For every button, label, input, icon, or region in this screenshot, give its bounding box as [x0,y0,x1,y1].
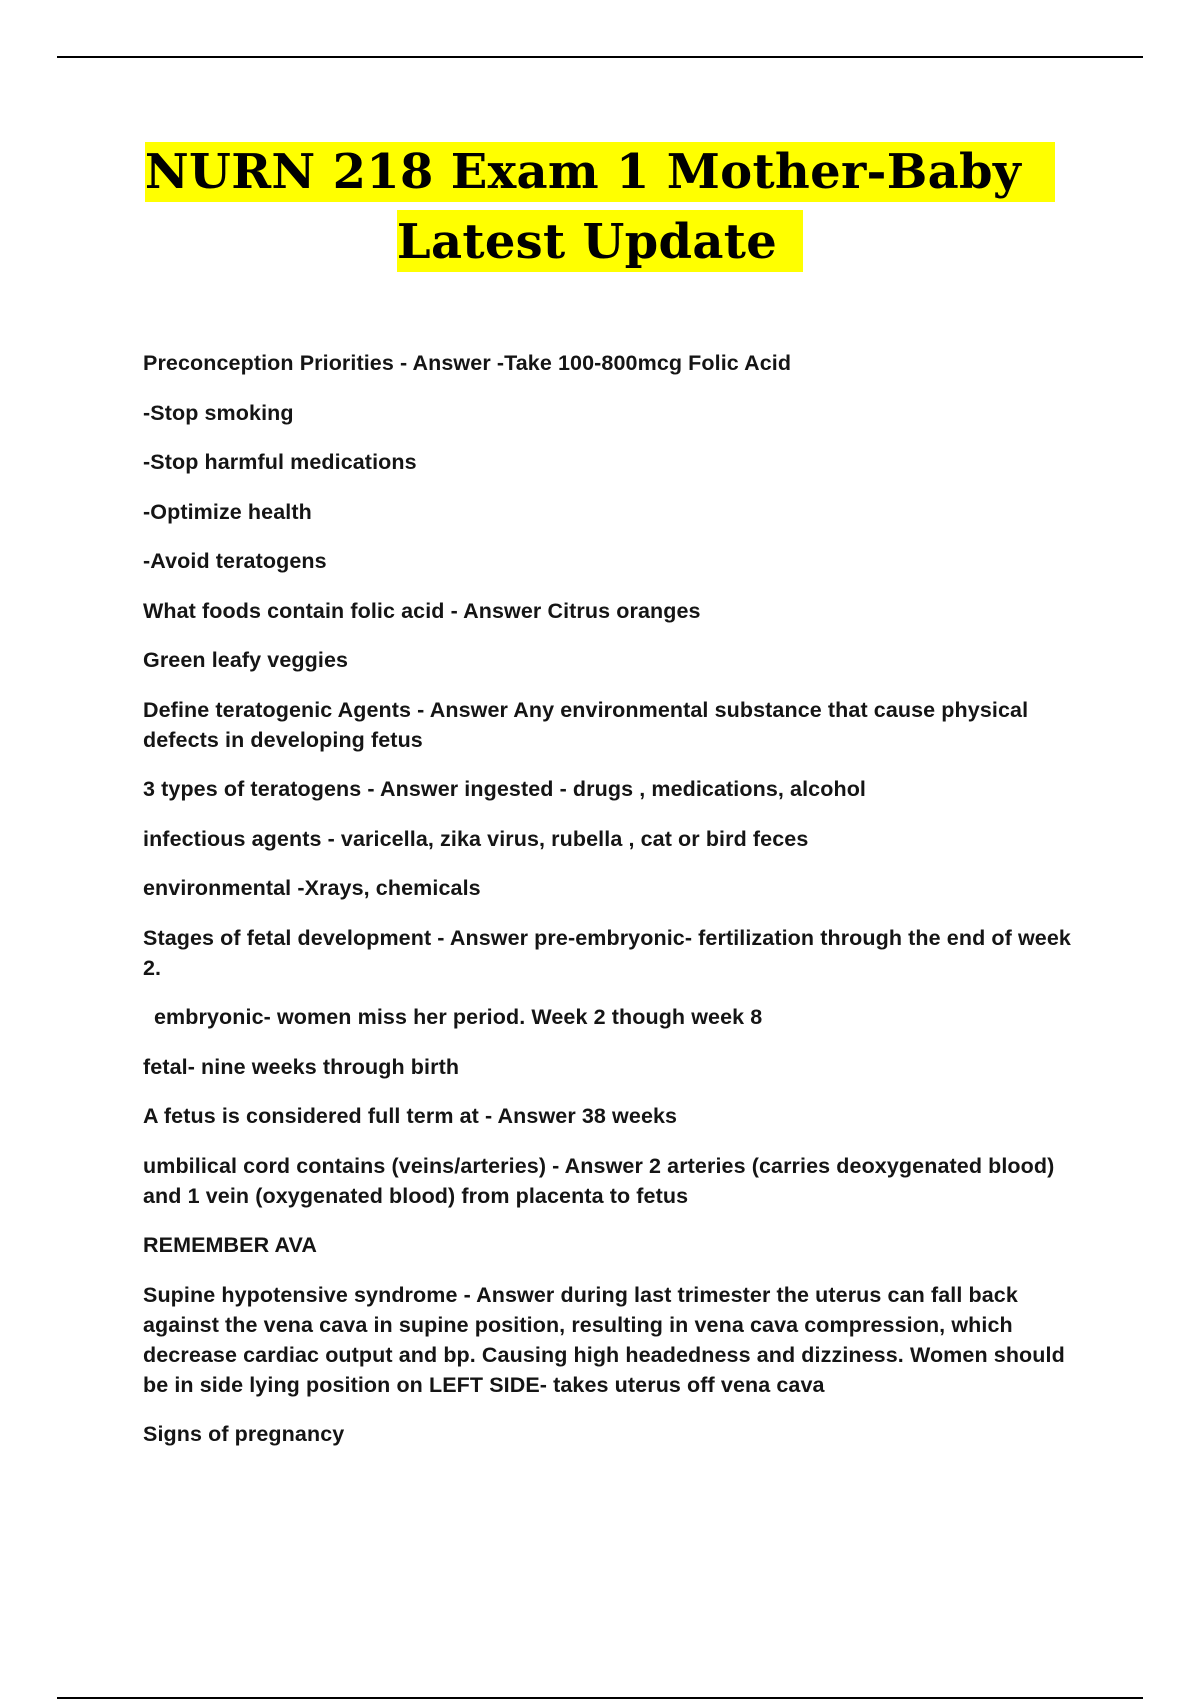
document-title [0,142,1200,278]
list-item-green-leafy-veggies: Green leafy veggies [143,648,349,672]
list-item-stop-smoking: -Stop smoking [143,400,294,425]
list-item-environmental: environmental -Xrays, chemicals [143,876,481,900]
qa-umbilical-cord: umbilical cord contains (veins/arteries) - Answer 2 arteries (carries deoxygenated blood) and 1 vein (oxygenated blood) from placenta to fetus [143,1153,1055,1208]
qa-teratogenic-agents: Define teratogenic Agents - Answer Any environmental substance that cause physical defects in developing fetus [143,697,1029,752]
title-line-2: Latest Update [397,210,803,272]
list-item-fetal: fetal- nine weeks through birth [143,1054,460,1079]
qa-fetal-development-stages: Stages of fetal development - Answer pre-embryonic- fertilization through the end of week 2. [143,925,1071,980]
qa-supine-hypotensive-syndrome: Supine hypotensive syndrome - Answer during last trimester the uterus can fall back against the vena cava in supine position, resulting in vena cava compression, which decrease cardiac output and bp. Causing high headedness and dizziness. Women should be in side lying position on LEFT SIDE- takes uterus off vena cava [143,1282,1065,1397]
qa-full-term: A fetus is considered full term at - Answer 38 weeks [143,1104,678,1128]
list-item-embryonic: embryonic- women miss her period. Week 2 though week 8 [154,1005,763,1029]
qa-folic-acid-foods: What foods contain folic acid - Answer Citrus oranges [143,598,701,623]
qa-preconception-priorities: Preconception Priorities - Answer -Take 100-800mcg Folic Acid [143,351,792,375]
list-item-optimize-health: -Optimize health [143,499,312,524]
document-body [143,348,1083,1469]
bottom-divider [57,1697,1143,1699]
note-remember-ava: REMEMBER AVA [143,1233,317,1257]
title-line-1: NURN 218 Exam 1 Mother-Baby [145,142,1055,202]
qa-teratogen-types: 3 types of teratogens - Answer ingested - drugs , medications, alcohol [143,777,867,801]
list-item-infectious-agents: infectious agents - varicella, zika virus, rubella , cat or bird feces [143,826,809,851]
list-item-stop-harmful-medications: -Stop harmful medications [143,450,417,474]
list-item-avoid-teratogens: -Avoid teratogens [143,549,327,573]
qa-signs-of-pregnancy: Signs of pregnancy [143,1422,345,1446]
top-divider [57,56,1143,58]
